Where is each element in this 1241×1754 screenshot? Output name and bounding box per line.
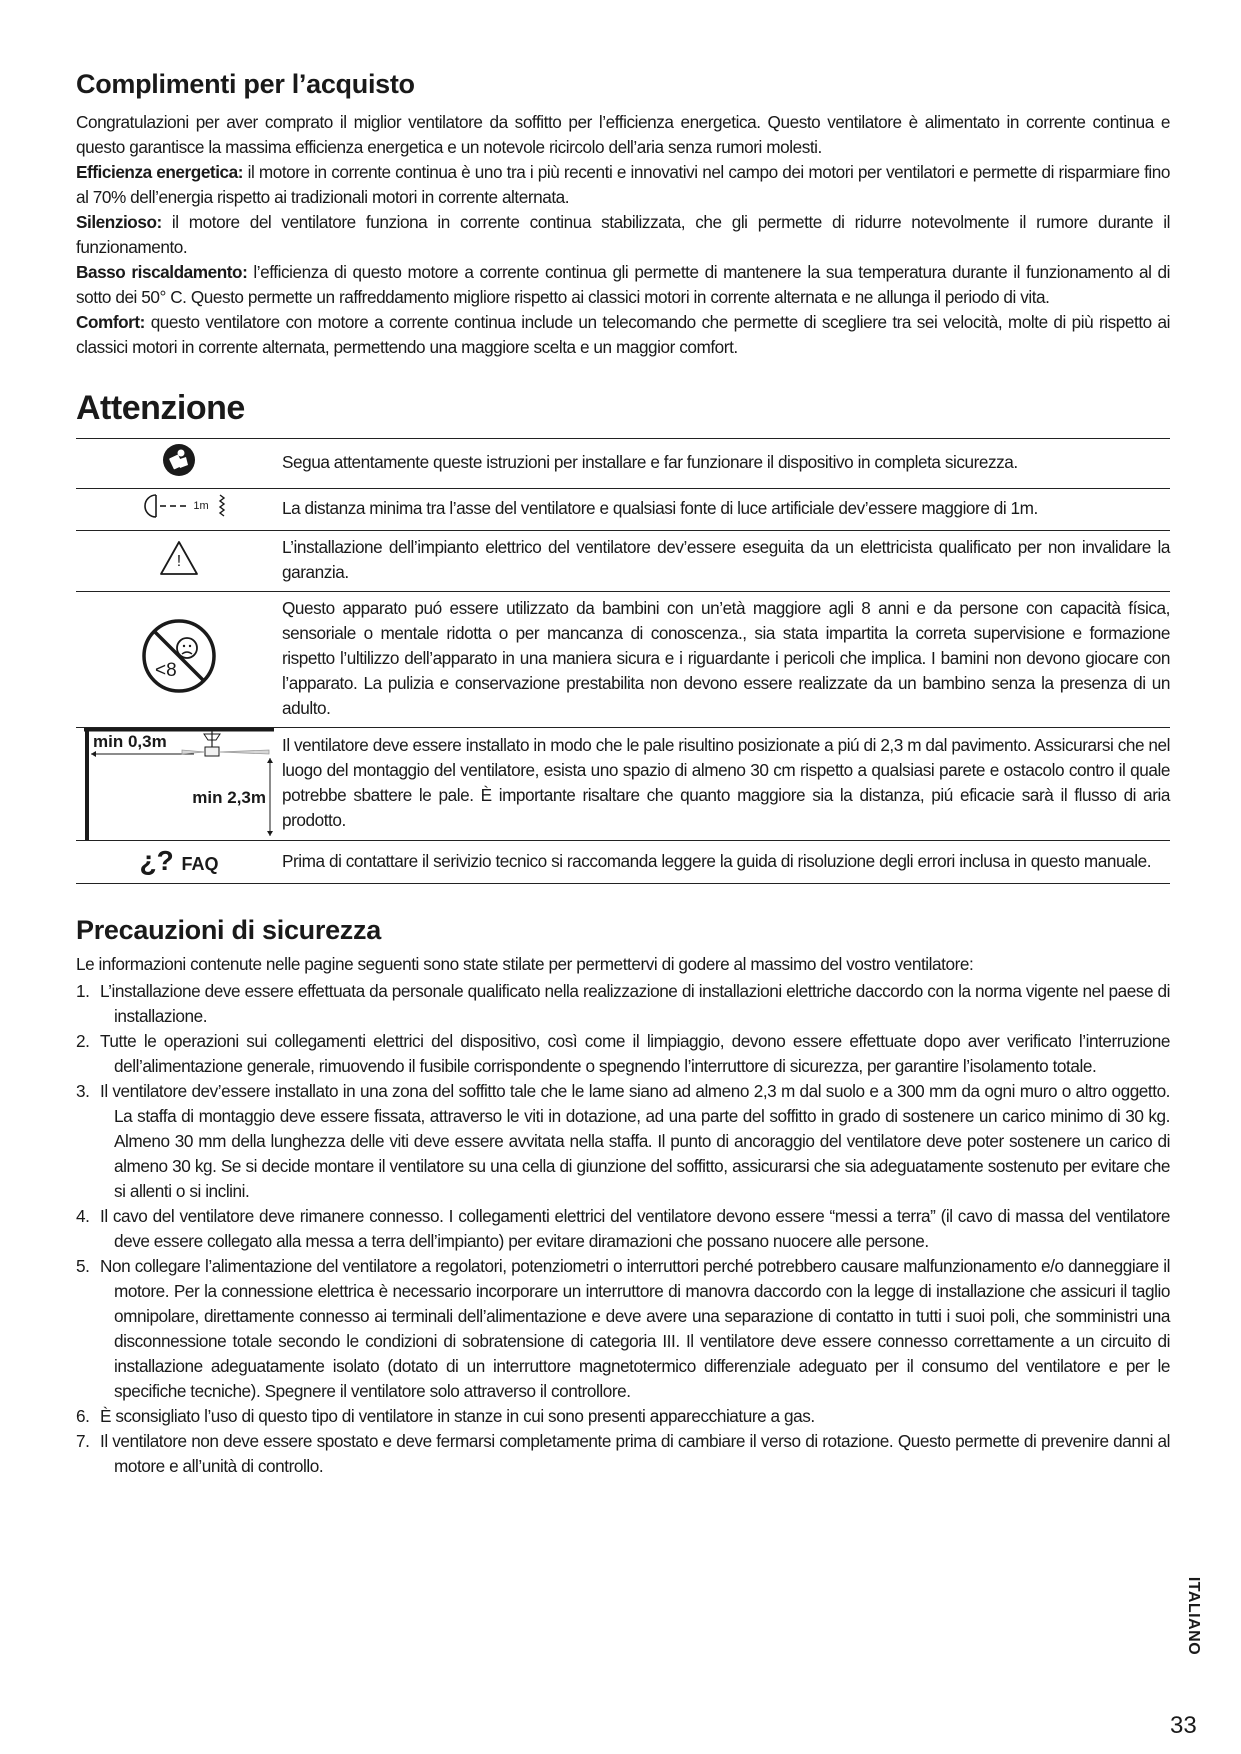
mounting-height-icon [84, 728, 274, 840]
list-item [76, 1029, 1170, 1079]
warning-triangle-icon [158, 539, 200, 577]
item-number: 6. [76, 1406, 90, 1426]
feature-paragraph [76, 310, 1170, 360]
compliments-section [76, 110, 1170, 360]
feature-text: l’efficienza di questo motore a corrente continua gli permette di mantenere la sua temperatura durante il funzionamento al di sotto dei 50° C. Questo permette un raffreddamento migliore rispetto ai classici motori in corrente alternata e ne allunga il periodo di vita. [76, 262, 1171, 307]
attention-row [76, 531, 1170, 592]
list-item [76, 1204, 1170, 1254]
feature-label: Efficienza energetica: [76, 162, 244, 182]
item-number: 7. [76, 1431, 90, 1451]
item-text: Non collegare l’alimentazione del ventilatore a regolatori, potenziometri o interruttori perché potrebbero causare malfunzionamento e/o danneggiare il motore. Per la connessione elettrica è necessario incorporare un interruttore di manovra daccordo con la legge di installazione che assicuri il taglio omnipolare, direttamente connesso ai terminali dell’alimentazione e deve avere una separazione di contatto in tutti i suoi poli, che somministri una disconnessione totale secondo le condizioni di sobratensione di categoria III. Il ventilatore deve essere connesso correttamente a un circuito di installazione adeguatamente isolato (dotato di un interruttore magnetotermico differenziale adeguato per il consumo del ventilatore e per le specifiche tecniche). Spegnere il ventilatore solo attraverso il controllore. [100, 1256, 1170, 1401]
list-item [76, 1429, 1170, 1479]
item-number: 5. [76, 1256, 90, 1276]
feature-paragraph [76, 260, 1170, 310]
compliments-title: Complimenti per l’acquisto [76, 69, 415, 99]
attention-text: Prima di contattare il serivizio tecnico si raccomanda leggere la guida di risoluzione degli errori inclusa in questo manuale. [282, 841, 1170, 884]
attention-row [76, 841, 1170, 884]
item-text: Il cavo del ventilatore deve rimanere connesso. I collegamenti elettrici del ventilatore devono essere “messi a terra” (il cavo di massa del ventilatore deve essere collegato alla messa a terra dell’impianto) per evitare diramazioni che possano nuocere alle persone. [100, 1206, 1170, 1251]
attention-table [76, 438, 1170, 884]
compliments-intro: Congratulazioni per aver comprato il miglior ventilatore da soffitto per l’efficienza energetica. Questo ventilatore è alimentato in corrente continua e questo garantisce la massima efficienza energetica e un notevole ricircolo dell’aria senza rumori molesti. [76, 112, 1170, 157]
item-number: 2. [76, 1031, 90, 1051]
attention-text: Segua attentamente queste istruzioni per installare e far funzionare il dispositivo in completa sicurezza. [282, 439, 1170, 489]
feature-label: Silenzioso: [76, 212, 162, 232]
feature-label: Comfort: [76, 312, 145, 332]
faq-mark: ¿? [139, 845, 174, 876]
list-item [76, 1254, 1170, 1404]
precautions-intro: Le informazioni contenute nelle pagine seguenti sono state stilate per permettervi di godere al massimo del vostro ventilatore: [76, 954, 974, 974]
attention-title: Attenzione [76, 389, 245, 427]
item-number: 4. [76, 1206, 90, 1226]
feature-paragraph [76, 210, 1170, 260]
item-number: 1. [76, 981, 90, 1001]
faq-icon [139, 845, 218, 876]
feature-text: il motore del ventilatore funziona in corrente continua stabilizzata, che gli permette di ridurre notevolmente il rumore durante il funzionamento. [76, 212, 1170, 257]
list-item [76, 1404, 1170, 1429]
no-children-icon [140, 617, 218, 695]
attention-row [76, 489, 1170, 531]
warning-mark: ! [176, 552, 182, 570]
precautions-title: Precauzioni di sicurezza [76, 915, 381, 945]
attention-text: Questo apparato puó essere utilizzato da bambini con un’età maggiore agli 8 anni e da persone con capacità física, sensoriale o mentale ridotta o per mancanza di conoscenza., sia stata impartita la correta supervisione e formazione rispetto l’ultilizzo dell’apparato in una maniera sicura e i riguardante i pericoli che implica. I bamini non devono giocare con l’apparato. La pulizia e conservazione prestabilita non devono essere realizzate da un bambino senza la presenza di un adulto. [282, 592, 1170, 728]
manual-page [76, 68, 1170, 1479]
light-distance-label: 1m [193, 500, 209, 512]
list-item [76, 979, 1170, 1029]
attention-row [76, 592, 1170, 728]
item-text: L’installazione deve essere effettuata da personale qualificato nella realizzazione di installazioni elettriche daccordo con la norma vigente nel paese di installazione. [100, 981, 1170, 1026]
age-limit-label: <8 [155, 660, 177, 681]
faq-label: FAQ [181, 854, 219, 874]
light-distance-icon [144, 493, 214, 519]
feature-label: Basso riscaldamento: [76, 262, 248, 282]
min-height-label: min 2,3m [192, 788, 266, 807]
page-number: 33 [1170, 1712, 1197, 1739]
list-item [76, 1079, 1170, 1204]
attention-row [76, 728, 1170, 841]
language-side-label [1178, 1556, 1208, 1676]
attention-text: L’installazione dell’impianto elettrico del ventilatore dev’essere eseguita da un elettricista qualificato per non invalidare la garanzia. [282, 531, 1170, 592]
language-label: ITALIANO [1185, 1576, 1202, 1656]
item-text: È sconsigliato l’uso di questo tipo di ventilatore in stanze in cui sono presenti apparecchiature a gas. [100, 1406, 815, 1426]
item-text: Il ventilatore non deve essere spostato e deve fermarsi completamente prima di cambiare il verso di rotazione. Questo permette di prevenire danni al motore e all’unità di controllo. [100, 1431, 1170, 1476]
precautions-list [76, 979, 1170, 1479]
item-number: 3. [76, 1081, 90, 1101]
min-clearance-label: min 0,3m [93, 732, 167, 751]
read-manual-icon [162, 464, 196, 481]
attention-text: La distanza minima tra l’asse del ventilatore e qualsiasi fonte di luce artificiale dev’essere maggiore di 1m. [282, 489, 1170, 531]
feature-paragraph [76, 160, 1170, 210]
item-text: Tutte le operazioni sui collegamenti elettrici del dispositivo, così come il limpiaggio, devono essere effettuate dopo aver verificato l’interruzione dell’alimentazione generale, rimuovendo il fusibile corrispondente o spegnendo l’interruttore di sicurezza, per garantire l’isolamento totale. [100, 1031, 1170, 1076]
item-text: Il ventilatore dev’essere installato in una zona del soffitto tale che le lame siano ad almeno 2,3 m dal suolo e a 300 mm da ogni muro o altro oggetto. La staffa di montaggio deve essere fissata, attraverso le viti in dotazione, ad una parte del soffitto in grado di sostenere un carico minimo di 30 kg. Almeno 30 mm della lunghezza delle viti deve essere avvitata nella staffa. Il punto di ancoraggio del ventilatore deve poter sostenere un carico di almeno 30 kg. Se si decide montare il ventilatore su una cella di giunzione del soffitto, assicurarsi che sia adeguatamente sostenuto per evitare che si allenti o si inclini. [100, 1081, 1170, 1201]
feature-text: questo ventilatore con motore a corrente continua include un telecomando che permette di scegliere tra sei velocità, molte di più rispetto ai classici motori in corrente alternata, permettendo una maggiore scelta e un maggior comfort. [76, 312, 1170, 357]
feature-text: il motore in corrente continua è uno tra i più recenti e innovativi nel campo dei motori per ventilatori e permette di risparmiare fino al 70% dell’energia rispetto ai tradizionali motori in corrente alternata. [76, 162, 1170, 207]
attention-row [76, 439, 1170, 489]
attention-text: Il ventilatore deve essere installato in modo che le pale risultino posizionate a piú di 2,3 m dal pavimento. Assicurarsi che nel luogo del montaggio del ventilatore, esista uno spazio di almeno 30 cm rispetto a qualsiasi parete e ostacolo contro il quale potrebbe sbattere le pale. È importante risaltare che quanto maggiore sia la distanza, piú eficacie sarà il flusso di aria prodotto. [282, 728, 1170, 841]
